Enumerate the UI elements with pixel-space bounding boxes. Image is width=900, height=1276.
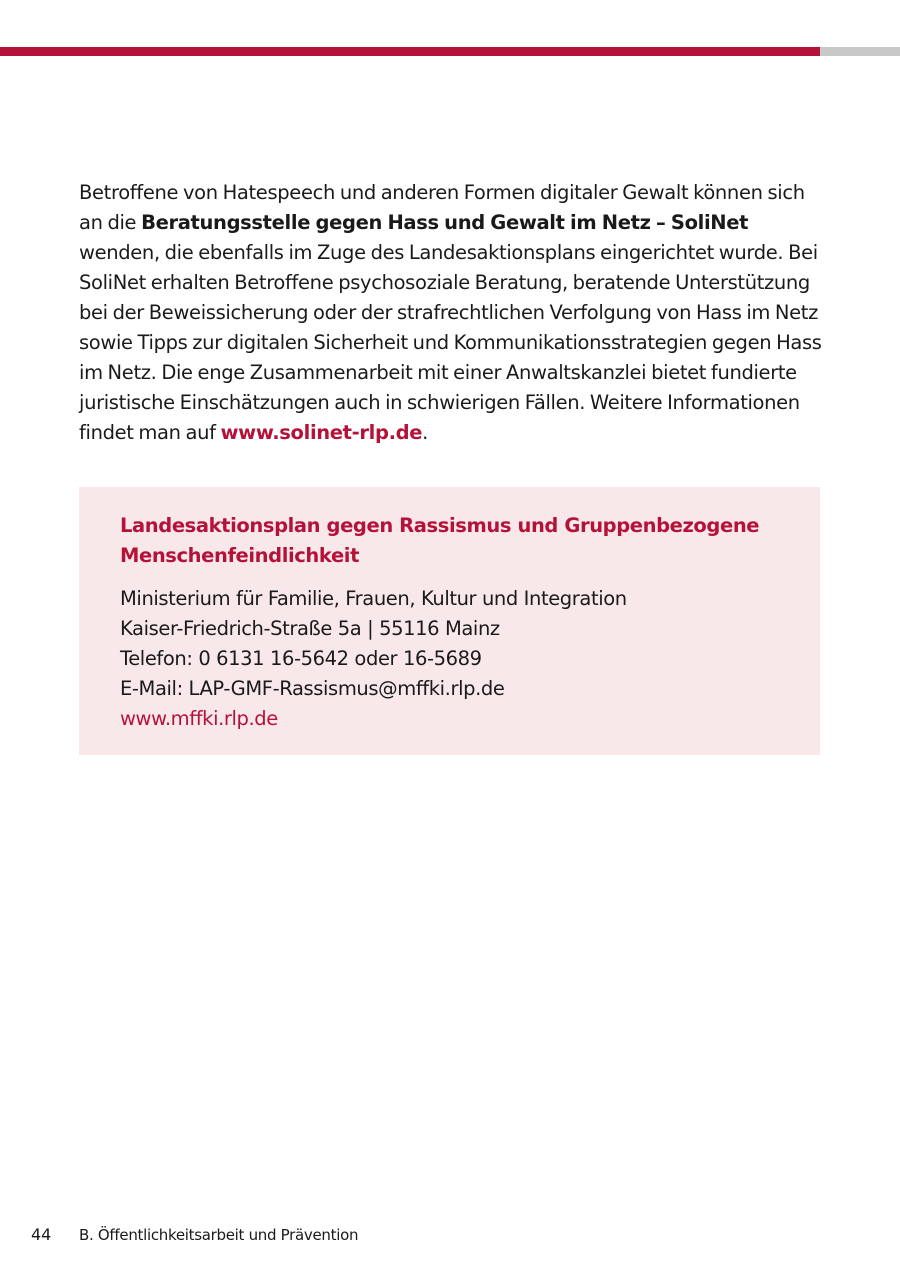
infobox-phone: Telefon: 0 6131 16-5642 oder 16-5689: [120, 647, 482, 670]
solinet-link[interactable]: www.solinet-rlp.de: [220, 421, 423, 444]
header-accent-bar: [0, 47, 820, 56]
body-bold-heading: Beratungsstelle gegen Hass und Gewalt im Netz – SoliNet: [141, 211, 749, 234]
body-text-main: wenden, die ebenfalls im Zuge des Landesaktionsplans eingerichtet wurde. Bei SoliNet erhalten Betroffene psychosoziale Beratung, beratende Unterstützung bei der Beweissicherung oder der strafrechtlichen Verfolgung von Hass im Netz sowie Tipps zur digitalen Sicherheit und Kommunikationsstrategien gegen Hass im Netz. Die enge Zusammenarbeit mit einer Anwaltskanzlei bietet fundierte juristische Einschätzungen auch in schwierigen Fällen. Weitere Informationen findet man auf: [79, 241, 822, 444]
header-grey-bar: [820, 47, 900, 56]
contact-infobox: [79, 487, 820, 755]
body-text-intro: Betroffene von Hatespeech und anderen Formen digitaler Gewalt können sich an die: [79, 181, 805, 234]
body-paragraph: [79, 178, 824, 448]
page-number: 44: [31, 1225, 52, 1244]
infobox-ministry: Ministerium für Familie, Frauen, Kultur und Integration: [120, 587, 627, 610]
infobox-website-link[interactable]: www.mffki.rlp.de: [120, 707, 278, 730]
infobox-contact-details: [120, 584, 800, 734]
body-text-end: .: [422, 421, 429, 444]
infobox-title: Landesaktionsplan gegen Rassismus und Gruppenbezogene Menschenfeindlichkeit: [120, 514, 760, 567]
infobox-address: Kaiser-Friedrich-Straße 5a | 55116 Mainz: [120, 617, 500, 640]
footer-section-title: B. Öffentlichkeitsarbeit und Prävention: [79, 1226, 359, 1244]
infobox-email[interactable]: E-Mail: LAP-GMF-Rassismus@mffki.rlp.de: [120, 677, 505, 700]
